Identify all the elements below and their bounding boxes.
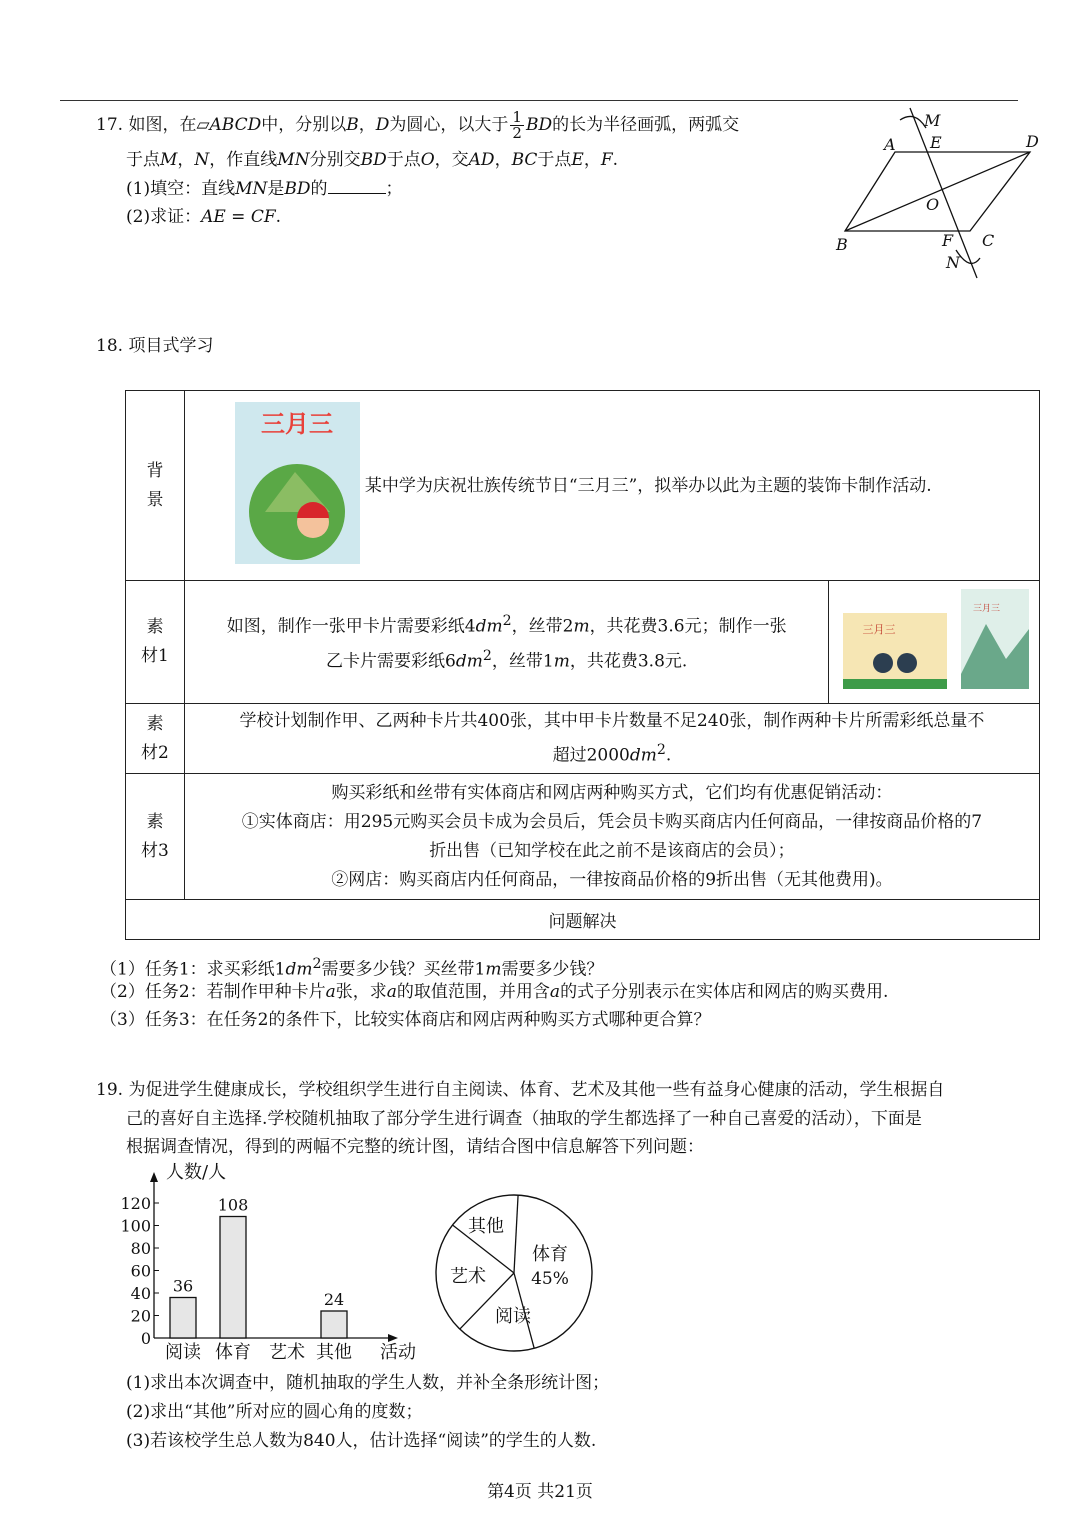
x-axis-label: 活动 [380, 1342, 416, 1363]
y-axis-arrow [150, 1172, 158, 1182]
poster-title: 三月三 [261, 410, 333, 438]
card-image-2 [961, 589, 1029, 689]
material2-text: 学校计划制作甲、乙两种卡片共400张，其中甲卡片数量不足240张，制作两种卡片所需彩纸总量不 超过$2000dm^2$. [184, 704, 1039, 774]
label-material1: 素 材1 [126, 581, 185, 704]
row-solve [126, 900, 1040, 940]
solve-heading: 问题解决 [126, 900, 1040, 940]
pie-slice-label: 体育 [532, 1244, 568, 1265]
label-b: B [836, 235, 848, 254]
pie-slice-percent: 45% [531, 1269, 569, 1289]
label-e: E [930, 133, 942, 152]
sanyuesan-poster-image [235, 402, 360, 564]
x-axis-arrow [388, 1334, 398, 1342]
label-f: F [942, 231, 954, 250]
card2-title: 三月三 [973, 604, 1001, 614]
background-text: 某中学为庆祝壮族传统节日“三月三”，拟举办以此为主题的装饰卡制作活动. [364, 475, 932, 496]
label-d: D [1026, 132, 1039, 151]
bar-value-label: 24 [323, 1290, 345, 1309]
label-material2: 素 材2 [126, 704, 185, 774]
q17-part1: (1)填空：直线MN是BD的 ； [126, 179, 403, 199]
q18-task1: （1）任务1：求买彩纸$1dm^2$需要多少钱？买丝带1m需要多少钱？ [100, 956, 604, 980]
perpendicular-bisector-mn [910, 108, 977, 278]
label-a: A [884, 135, 896, 154]
arc-upper [900, 116, 926, 128]
y-tick-label: 100 [120, 1216, 151, 1236]
q19-part1: (1)求出本次调查中，随机抽取的学生人数，并补全条形统计图； [126, 1373, 610, 1393]
q17-line1: 17. 如图，在▱ABCD中，分别以B，D为圆心，以大于 $\frac{1}{2}$ BD的长为半径画弧，两弧交 [96, 108, 740, 142]
label-m: M [924, 111, 941, 130]
label-n: N [946, 253, 960, 272]
pie-chart [430, 1190, 600, 1360]
diagonal-bd [845, 152, 1030, 231]
y-axis-label: 人数/人 [166, 1162, 227, 1183]
q17-part2: (2)求证：AE = CF. [126, 207, 282, 227]
pie-slice-label: 其他 [468, 1216, 504, 1237]
label-background: 背 景 [126, 391, 185, 581]
page-footer: 第4页 共21页 [487, 1482, 593, 1502]
q18-task3: （3）任务3：在任务2的条件下，比较实体商店和网店两种购买方式哪种更合算？ [100, 1010, 711, 1030]
q17-line2: 于点M，N，作直线MN分别交BD于点O，交AD，BC于点E，F. [126, 150, 619, 170]
q19-part3: (3)若该校学生总人数为840人，估计选择“阅读”的学生的人数. [126, 1431, 597, 1451]
pie-slice-label: 艺术 [450, 1266, 486, 1287]
label-c: C [982, 231, 995, 250]
y-tick-label: 120 [120, 1194, 151, 1213]
fraction-one-half: $\frac{1}{2}$ [512, 108, 522, 142]
card-illustration-1 [843, 613, 947, 689]
poster-illustration [235, 402, 360, 564]
answer-blank [328, 177, 386, 194]
x-tick-label: 阅读 [165, 1342, 201, 1363]
label-o: O [926, 195, 940, 214]
card-image-1 [843, 613, 947, 689]
q19-part2: (2)求出“其他”所对应的圆心角的度数； [126, 1402, 423, 1422]
q19-line2: 己的喜好自主选择.学校随机抽取了部分学生进行调查（抽取的学生都选择了一种自己喜爱的活动），下面是 [126, 1109, 922, 1129]
q18-title: 18. 项目式学习 [96, 336, 214, 356]
x-tick-label: 艺术 [269, 1342, 305, 1363]
material3-text: 购买彩纸和丝带有实体商店和网店两种购买方式，它们均有优惠促销活动： ①实体商店：用295元购买会员卡成为会员后，凭会员卡购买商店内任何商品，一律按商品价格的7 折出售（已知学校在此之前不是该商店的会员）； ②网店：购买商店内任何商品，一律按商品价格的9折出售（无其他费用)。 [184, 774, 1039, 900]
x-tick-label: 其他 [316, 1342, 352, 1363]
bar [220, 1217, 246, 1339]
card1-title: 三月三 [862, 623, 896, 636]
label-material3: 素 材3 [126, 774, 185, 900]
parallelogram-figure [830, 100, 1050, 290]
bar [170, 1298, 196, 1339]
y-tick-label: 40 [130, 1284, 151, 1303]
y-tick-label: 60 [130, 1261, 151, 1281]
row-material3 [126, 774, 1040, 900]
pie-slice-label: 阅读 [495, 1306, 531, 1327]
y-tick-label: 0 [140, 1329, 151, 1348]
x-tick-label: 体育 [215, 1342, 251, 1363]
row-material2 [126, 704, 1040, 774]
bar-value-label: 36 [172, 1276, 194, 1296]
bar-chart [110, 1160, 430, 1365]
q19-line1: 19. 为促进学生健康成长，学校组织学生进行自主阅读、体育、艺术及其他一些有益身心健康的活动，学生根据自 [96, 1080, 945, 1100]
bar-value-label: 108 [217, 1195, 249, 1215]
q18-task2: （2）任务2：若制作甲种卡片a张，求a的取值范围，并用含a的式子分别表示在实体店和网店的购买费用. [100, 982, 889, 1002]
bar [321, 1311, 347, 1338]
y-tick-label: 20 [130, 1306, 151, 1326]
card-illustration-2 [961, 589, 1029, 689]
y-tick-label: 80 [130, 1239, 151, 1258]
q19-line3: 根据调查情况，得到的两幅不完整的统计图，请结合图中信息解答下列问题： [126, 1137, 704, 1157]
material1-text: 如图，制作一张甲卡片需要彩纸$4dm^2$，丝带2m，共花费3.6元；制作一张 乙卡片需要彩纸$6dm^2$，丝带1m，共花费3.8元. [184, 581, 829, 704]
